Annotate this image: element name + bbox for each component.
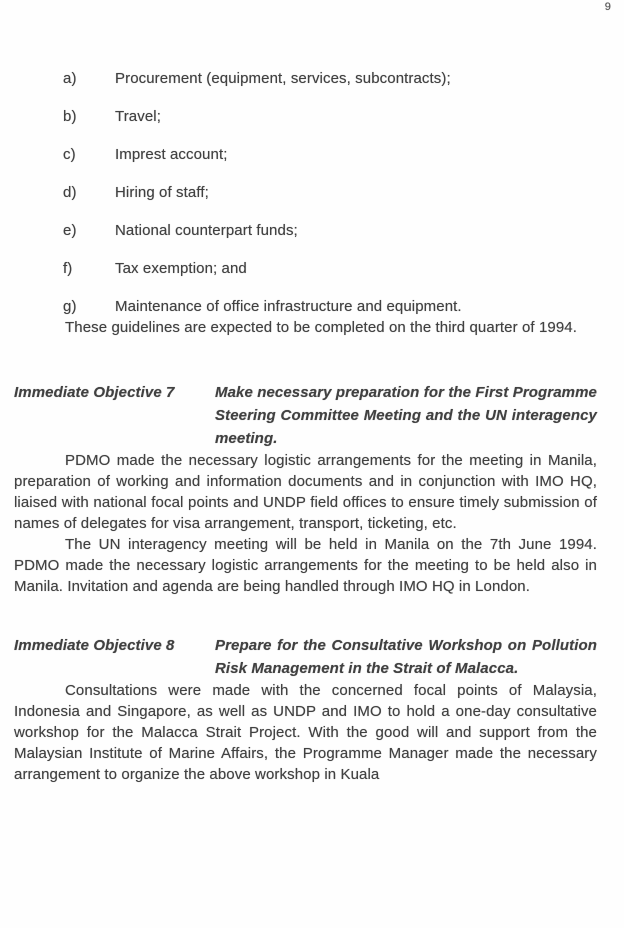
objective-8-heading (14, 634, 597, 680)
list-item-label: c) (63, 146, 76, 163)
list-item-text: Travel; (115, 108, 161, 125)
list-item-a (14, 68, 597, 89)
list-item-label: f) (63, 260, 73, 277)
list-item-f (14, 258, 597, 279)
list-item-label: b) (63, 108, 77, 125)
objective-7-label: Immediate Objective 7 (14, 384, 175, 401)
page-number: 9 (604, 1, 611, 13)
list-item-b (14, 106, 597, 127)
list-item-g (14, 296, 597, 317)
list-item-label: d) (63, 184, 77, 201)
guideline-list (14, 68, 597, 317)
list-item-text: Procurement (equipment, services, subcontracts); (115, 70, 451, 87)
list-item-text: Tax exemption; and (115, 260, 247, 277)
list-item-text: Hiring of staff; (115, 184, 209, 201)
list-item-label: a) (63, 70, 77, 87)
list-item-text: Imprest account; (115, 146, 228, 163)
list-item-label: g) (63, 298, 77, 315)
paragraph-pdmo-arrangements: PDMO made the necessary logistic arrangements for the meeting in Manila, preparation of working and information documents and in conjunction with IMO HQ, liaised with national focal points and UNDP field offices to ensure timely submission of names of delegates for visa arrangement, transport, ticketing, etc. (14, 452, 597, 532)
paragraph-consultations: Consultations were made with the concerned focal points of Malaysia, Indonesia and Singapore, as well as UNDP and IMO to hold a one-day consultative workshop for the Malacca Strait Project. With the good will and support from the Malaysian Institute of Marine Affairs, the Programme Manager made the necessary arrangement to organize the above workshop in Kuala (14, 682, 597, 783)
list-item-d (14, 182, 597, 203)
objective-7-title: Make necessary preparation for the First Programme Steering Committee Meeting and the UN interagency meeting. (215, 384, 597, 447)
paragraph-un-interagency: The UN interagency meeting will be held in Manila on the 7th June 1994. PDMO made the necessary logistic arrangements for the meeting to be held also in Manila. Invitation and agenda are being handled through IMO HQ in London. (14, 536, 597, 595)
list-item-label: e) (63, 222, 77, 239)
list-item-e (14, 220, 597, 241)
objective-8-label: Immediate Objective 8 (14, 637, 175, 654)
list-item-text: Maintenance of office infrastructure and equipment. (115, 298, 462, 315)
objective-7-heading (14, 381, 597, 450)
list-item-text: National counterpart funds; (115, 222, 298, 239)
list-item-c (14, 144, 597, 165)
paragraph-guidelines: These guidelines are expected to be completed on the third quarter of 1994. (65, 319, 577, 336)
objective-8-title: Prepare for the Consultative Workshop on Pollution Risk Management in the Strait of Malacca. (215, 637, 597, 677)
